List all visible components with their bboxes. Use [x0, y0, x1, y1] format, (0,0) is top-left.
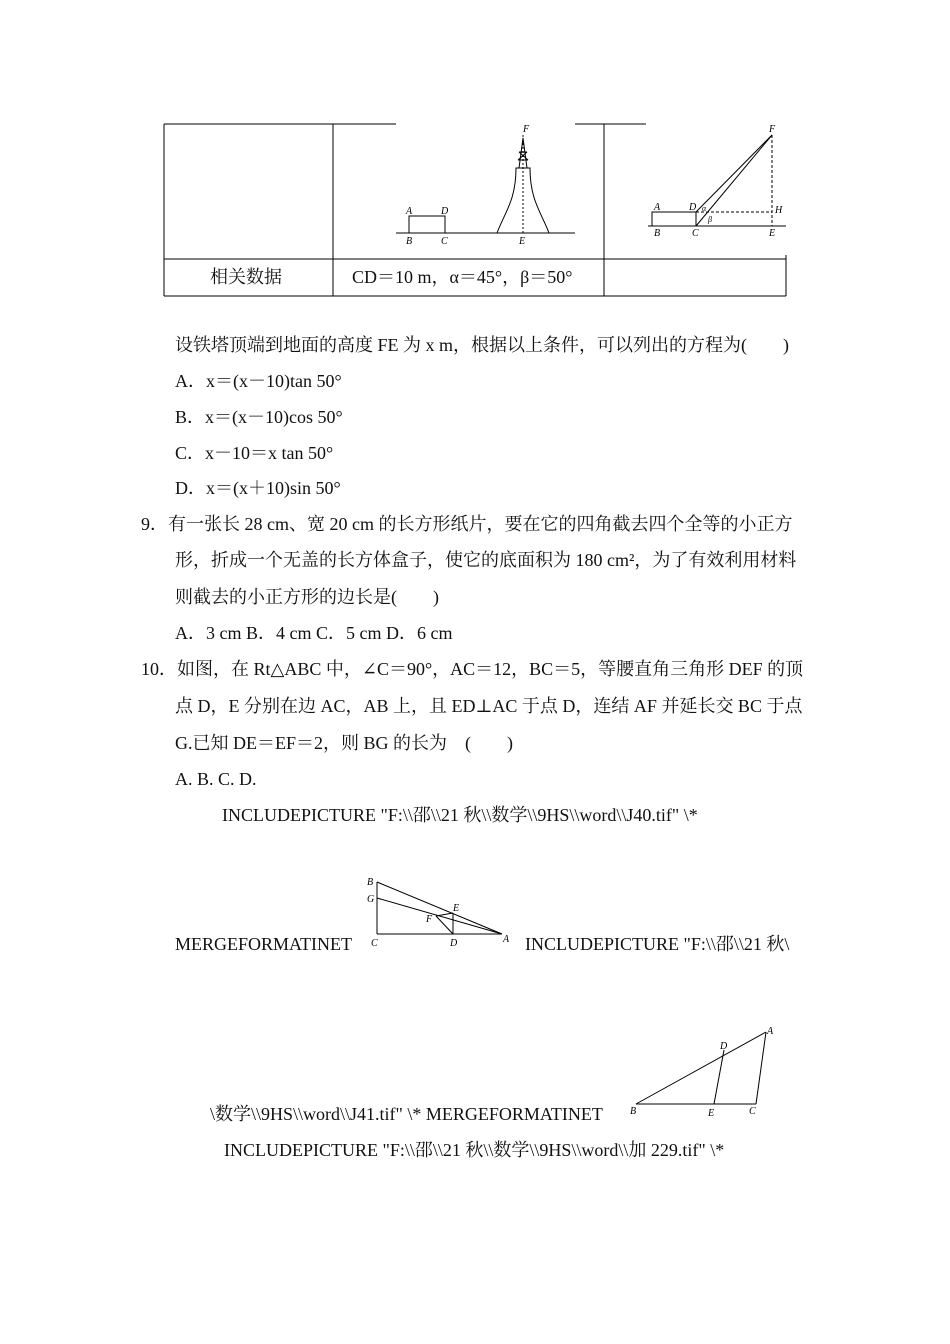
fig1-label-E: E [519, 236, 526, 247]
q8-option-a: A．x＝(x－10)tan 50° [175, 371, 342, 391]
table-row-data: CD＝10 m，α＝45°，β＝50° [352, 267, 573, 287]
fig1-label-A: A [406, 206, 413, 217]
j40-label-B: B [367, 877, 374, 888]
j41-label-B: B [630, 1106, 637, 1117]
triangle-abc-figure [362, 872, 522, 952]
j40-label-A: A [503, 934, 510, 945]
fig1-label-D: D [441, 206, 449, 217]
q8-option-d: D．x＝(x＋10)sin 50° [175, 478, 341, 498]
j41-label-E: E [708, 1108, 715, 1119]
j40-label-C: C [371, 938, 378, 949]
fig2-label-E: E [769, 228, 776, 239]
triangle-dbe-figure [628, 1022, 788, 1122]
field-code-1: INCLUDEPICTURE "F:\\邵\\21 秋\\数学\\9HS\\word\\J40.tif" \* [222, 805, 698, 825]
fig2-label-A: A [654, 202, 661, 213]
j41-label-C: C [749, 1106, 756, 1117]
field-code-2b: INCLUDEPICTURE "F:\\邵\\21 秋\ [525, 934, 790, 954]
q9-line3: 则截去的小正方形的边长是( ) [175, 587, 439, 607]
q10-line1: 10．如图，在 Rt△ABC 中，∠C＝90°，AC＝12，BC＝5，等腰直角三角形 DEF 的顶 [141, 659, 804, 679]
q9-line1: 9．有一张长 28 cm、宽 20 cm 的长方形纸片，要在它的四角截去四个全等的小正方 [141, 514, 793, 534]
q8-option-c: C．x－10＝x tan 50° [175, 443, 334, 463]
tower-figure [396, 135, 575, 233]
fig2-label-H: H [775, 205, 783, 216]
field-code-3: \数学\\9HS\\word\\J41.tif" \* MERGEFORMATINET [210, 1104, 603, 1124]
fig2-label-D: D [689, 202, 697, 213]
q10-line3: G.已知 DE＝EF＝2，则 BG 的长为 ( ) [175, 733, 513, 753]
table-row-label: 相关数据 [210, 267, 282, 287]
fig1-label-C: C [441, 236, 448, 247]
fig2-label-F: F [769, 124, 776, 135]
q9-line2: 形，折成一个无盖的长方体盒子，使它的底面积为 180 cm²，为了有效利用材料 [175, 550, 797, 570]
fig2-label-B: B [654, 228, 661, 239]
j41-label-A: A [767, 1026, 774, 1037]
q8-option-b: B．x＝(x－10)cos 50° [175, 407, 343, 427]
field-code-2a: MERGEFORMATINET [175, 934, 353, 954]
fig2-label-alpha: α [702, 204, 707, 213]
q8-stem: 设铁塔顶端到地面的高度 FE 为 x m，根据以上条件，可以列出的方程为( ) [175, 335, 789, 355]
field-code-4: INCLUDEPICTURE "F:\\邵\\21 秋\\数学\\9HS\\word\\加 229.tif" \* [224, 1140, 725, 1160]
fig2-label-beta: β [708, 215, 712, 224]
angle-figure [648, 135, 786, 226]
fig2-label-C: C [692, 228, 699, 239]
q9-options: A．3 cm B．4 cm C．5 cm D．6 cm [175, 623, 453, 643]
j41-label-D: D [720, 1041, 728, 1052]
q10-options: A. B. C. D. [175, 769, 257, 789]
q10-line2: 点 D，E 分别在边 AC，AB 上，且 ED⊥AC 于点 D，连结 AF 并延长交 BC 于点 [175, 696, 803, 716]
j40-label-G: G [367, 894, 375, 905]
j40-label-F: F [426, 914, 433, 925]
j40-label-D: D [450, 938, 458, 949]
fig1-label-F: F [523, 124, 530, 135]
fig1-label-B: B [406, 236, 413, 247]
j40-label-E: E [453, 903, 460, 914]
